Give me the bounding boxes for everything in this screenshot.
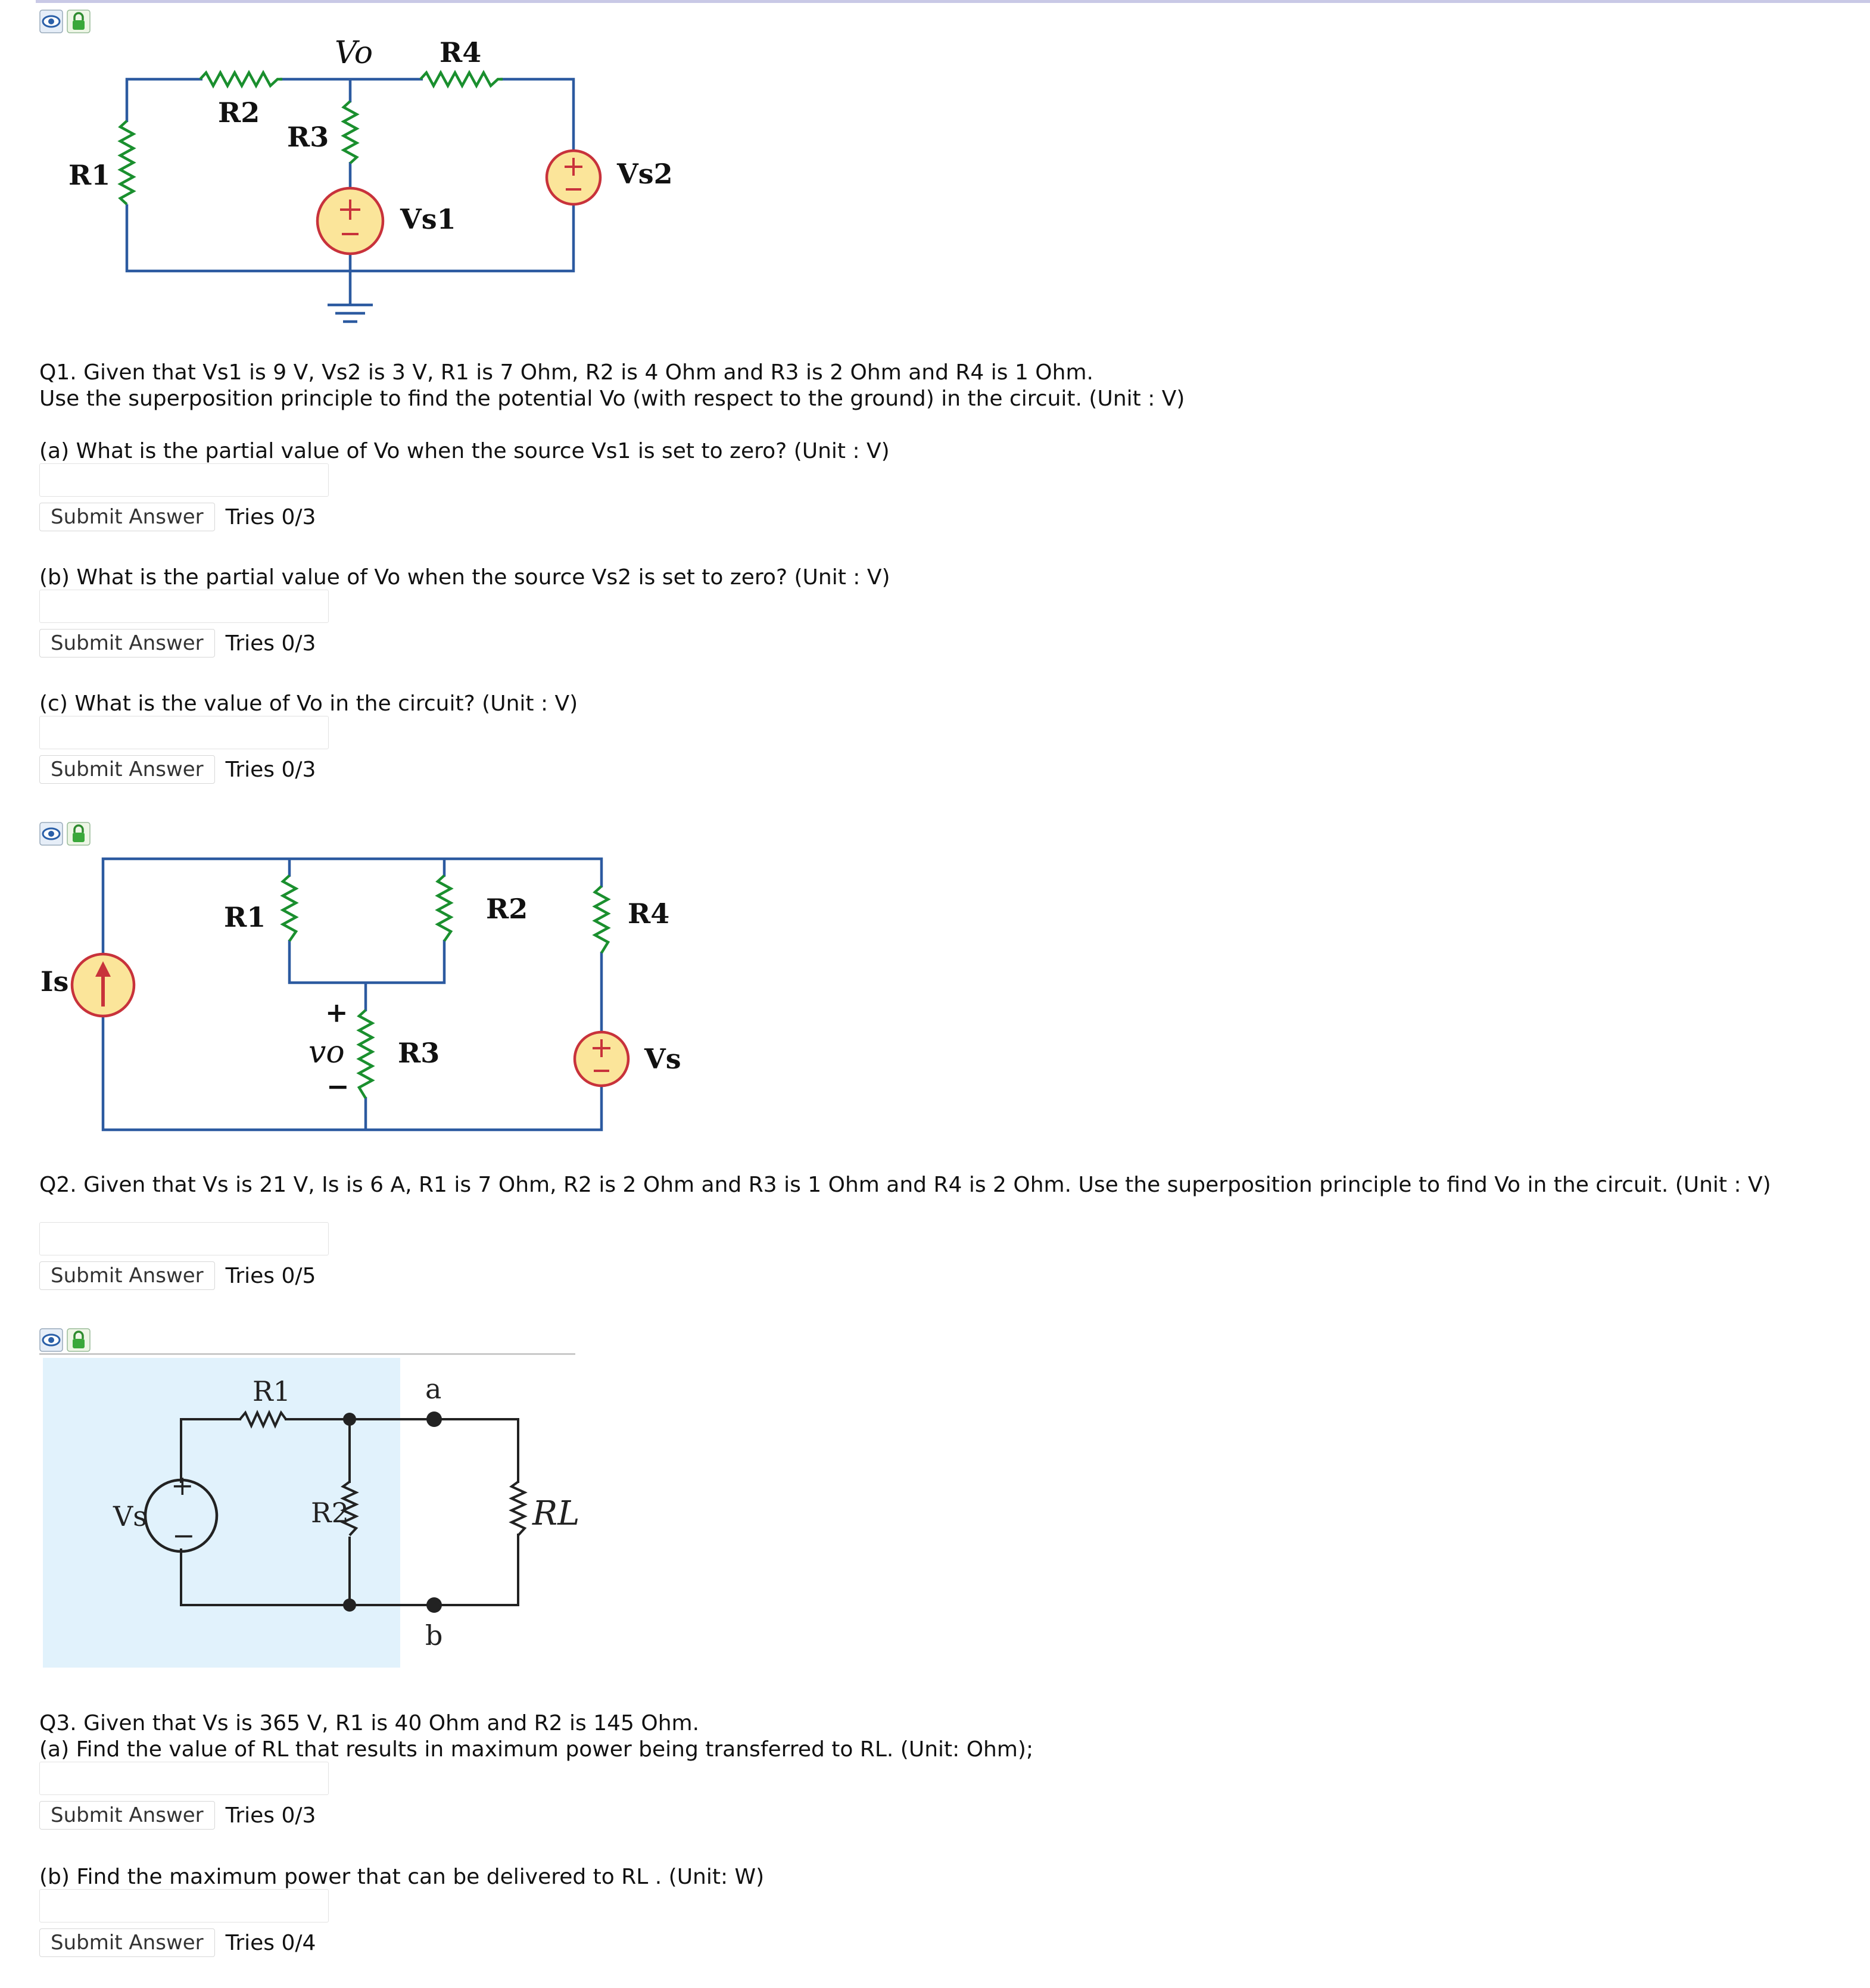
q3-resistor-rl — [512, 1482, 525, 1535]
q2-wire-left-bottom — [103, 1015, 601, 1130]
q1b-answer-input[interactable] — [39, 590, 329, 623]
q2-label-is: Is — [40, 965, 69, 998]
q1-label-r3: R3 — [287, 121, 329, 153]
q2-tries: Tries 0/5 — [225, 1263, 316, 1288]
q3a-submit-button[interactable]: Submit Answer — [39, 1801, 215, 1830]
q1-source-vs2 — [547, 151, 600, 204]
q2-label-r4: R4 — [628, 898, 670, 930]
q3-label-a: a — [425, 1373, 442, 1405]
q1-question-text — [39, 360, 1185, 412]
q3-circuit-diagram — [36, 1356, 596, 1683]
q2-resistor-r1 — [283, 875, 296, 941]
q2-label-minus: − — [326, 1070, 350, 1102]
eye-icon[interactable] — [39, 822, 63, 846]
q1-text-line2: Use the superposition principle to find the potential Vo (with respect to the ground) in the circuit. (Unit : V) — [39, 387, 1185, 411]
q3-label-r2: R2 — [311, 1497, 349, 1529]
q1-label-vs2: Vs2 — [617, 158, 673, 190]
q1-resistor-r3 — [344, 101, 357, 163]
q3-terminal-b — [426, 1597, 442, 1613]
q1c-submit-button[interactable]: Submit Answer — [39, 755, 215, 784]
q1-text-line1: Q1. Given that Vs1 is 9 V, Vs2 is 3 V, R1 is 7 Ohm, R2 is 4 Ohm and R3 is 2 Ohm and R4 is 1 Ohm. — [39, 360, 1093, 385]
q1b-question: (b) What is the partial value of Vo when the source Vs2 is set to zero? (Unit : V) — [39, 565, 890, 590]
q1c-tries: Tries 0/3 — [225, 757, 316, 782]
q3-node-top — [343, 1413, 356, 1426]
lock-icon[interactable] — [67, 1328, 91, 1352]
q2-submit-row — [39, 1259, 316, 1292]
q1c-answer-input[interactable] — [39, 716, 329, 749]
q1a-submit-row — [39, 500, 316, 534]
q1-resistor-r2 — [200, 73, 282, 86]
q2-source-vs — [575, 1032, 628, 1086]
top-divider — [36, 0, 1870, 3]
q2-label-r2: R2 — [486, 893, 528, 925]
lock-icon[interactable] — [67, 822, 91, 846]
q2-label-plus: + — [325, 996, 348, 1029]
q3-label-rl: RL — [532, 1494, 580, 1533]
q1-resistor-r4 — [420, 73, 503, 86]
q2-wire-bridge — [289, 940, 444, 983]
q2-answer-input[interactable] — [39, 1222, 329, 1255]
q3-label-plus: + — [171, 1469, 194, 1501]
q1a-answer-input[interactable] — [39, 463, 329, 497]
q3a-submit-row — [39, 1799, 316, 1832]
q1b-submit-row — [39, 627, 316, 660]
q2-label-vo: vo — [308, 1034, 345, 1070]
q1b-submit-button[interactable]: Submit Answer — [39, 629, 215, 658]
q1c-submit-row — [39, 753, 316, 786]
q3-tool-icons — [39, 1327, 91, 1353]
q2-resistor-r2 — [438, 875, 451, 941]
q2-resistor-r3 — [359, 1010, 372, 1098]
q3b-submit-button[interactable]: Submit Answer — [39, 1928, 215, 1957]
q3b-question: (b) Find the maximum power that can be delivered to RL . (Unit: W) — [39, 1865, 765, 1889]
eye-icon[interactable] — [39, 1328, 63, 1352]
q3b-submit-row — [39, 1926, 316, 1959]
q3b-tries: Tries 0/4 — [225, 1930, 316, 1955]
q2-question-text: Q2. Given that Vs is 21 V, Is is 6 A, R1 is 7 Ohm, R2 is 2 Ohm and R3 is 1 Ohm and R4 is 2 Ohm. Use the superposition principle to find Vo in the circuit. (Unit : V) — [39, 1173, 1771, 1197]
q1-wire-top-left — [127, 79, 202, 122]
q3a-question: (a) Find the value of RL that results in maximum power being transferred to RL. (Unit: Ohm); — [39, 1737, 1034, 1762]
q3-node-bottom — [343, 1598, 356, 1612]
q1-label-r1: R1 — [68, 159, 111, 191]
q1-label-vo: Vo — [335, 35, 373, 71]
q2-current-source-is — [72, 954, 134, 1016]
q1-circuit-diagram — [60, 30, 715, 339]
q1-source-vs1 — [317, 188, 383, 254]
q1-resistor-r1 — [120, 121, 133, 204]
q3b-answer-input[interactable] — [39, 1889, 329, 1922]
q3-label-b: b — [425, 1619, 443, 1652]
q1-label-r4: R4 — [440, 36, 482, 68]
q3-label-vs: Vs — [113, 1500, 147, 1532]
q2-label-vs: Vs — [644, 1043, 681, 1075]
q1-label-r2: R2 — [218, 96, 260, 129]
q3-question-text — [39, 1710, 1033, 1763]
q2-label-r1: R1 — [224, 901, 266, 933]
q1a-question: (a) What is the partial value of Vo when the source Vs1 is set to zero? (Unit : V) — [39, 439, 890, 463]
q2-label-r3: R3 — [398, 1037, 440, 1069]
q2-circuit-diagram — [36, 846, 750, 1143]
q2-tool-icons — [39, 821, 91, 847]
q2-resistor-r4 — [595, 886, 608, 953]
q2-submit-button[interactable]: Submit Answer — [39, 1261, 215, 1290]
q3-divider — [39, 1353, 575, 1355]
q3a-tries: Tries 0/3 — [225, 1803, 316, 1828]
q1-ground-symbol — [328, 305, 373, 322]
q1b-tries: Tries 0/3 — [225, 631, 316, 656]
q3-terminal-a — [426, 1411, 442, 1427]
q1-label-vs1: Vs1 — [400, 203, 456, 235]
q1-wire-top-right — [500, 79, 574, 150]
q1a-submit-button[interactable]: Submit Answer — [39, 503, 215, 531]
q3a-answer-input[interactable] — [39, 1762, 329, 1795]
q1a-tries: Tries 0/3 — [225, 504, 316, 529]
q3-label-r1: R1 — [253, 1375, 291, 1407]
q3-label-minus: − — [172, 1519, 195, 1551]
q3-text-line1: Q3. Given that Vs is 365 V, R1 is 40 Ohm and R2 is 145 Ohm. — [39, 1711, 700, 1735]
q1c-question: (c) What is the value of Vo in the circuit? (Unit : V) — [39, 691, 578, 716]
